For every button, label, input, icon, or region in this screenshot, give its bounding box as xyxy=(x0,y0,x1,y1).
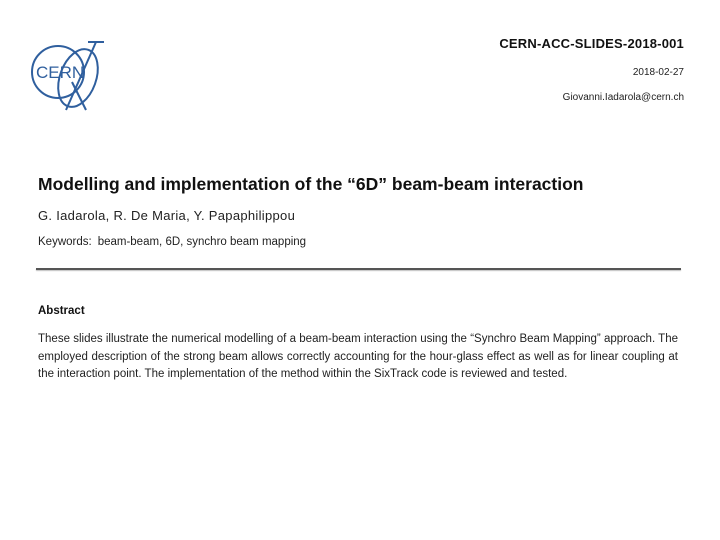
contact-email: Giovanni.Iadarola@cern.ch xyxy=(562,92,684,103)
abstract-heading: Abstract xyxy=(38,305,85,317)
keywords-label: Keywords: xyxy=(38,236,92,248)
abstract-text: These slides illustrate the numerical modelling of a beam-beam interaction using the “Synchro Beam Mapping” approach. The employed description of the strong beam allows correctly accounting for the hour-glass effect as well as for linear coupling at the interaction point. The implementation of the method within the SixTrack code is reviewed and tested. xyxy=(38,333,678,380)
cern-logo xyxy=(26,38,110,112)
section-divider xyxy=(36,268,681,270)
author-list: G. Iadarola, R. De Maria, Y. Papaphilippou xyxy=(38,208,296,223)
keywords-line xyxy=(38,236,306,248)
report-meta xyxy=(499,36,684,103)
report-date: 2018-02-27 xyxy=(632,67,684,78)
logo-text: CERN xyxy=(36,63,85,82)
keywords-value: beam-beam, 6D, synchro beam mapping xyxy=(97,236,307,248)
report-id: CERN-ACC-SLIDES-2018-001 xyxy=(499,36,684,51)
document-title: Modelling and implementation of the “6D” beam-beam interaction xyxy=(38,174,584,194)
